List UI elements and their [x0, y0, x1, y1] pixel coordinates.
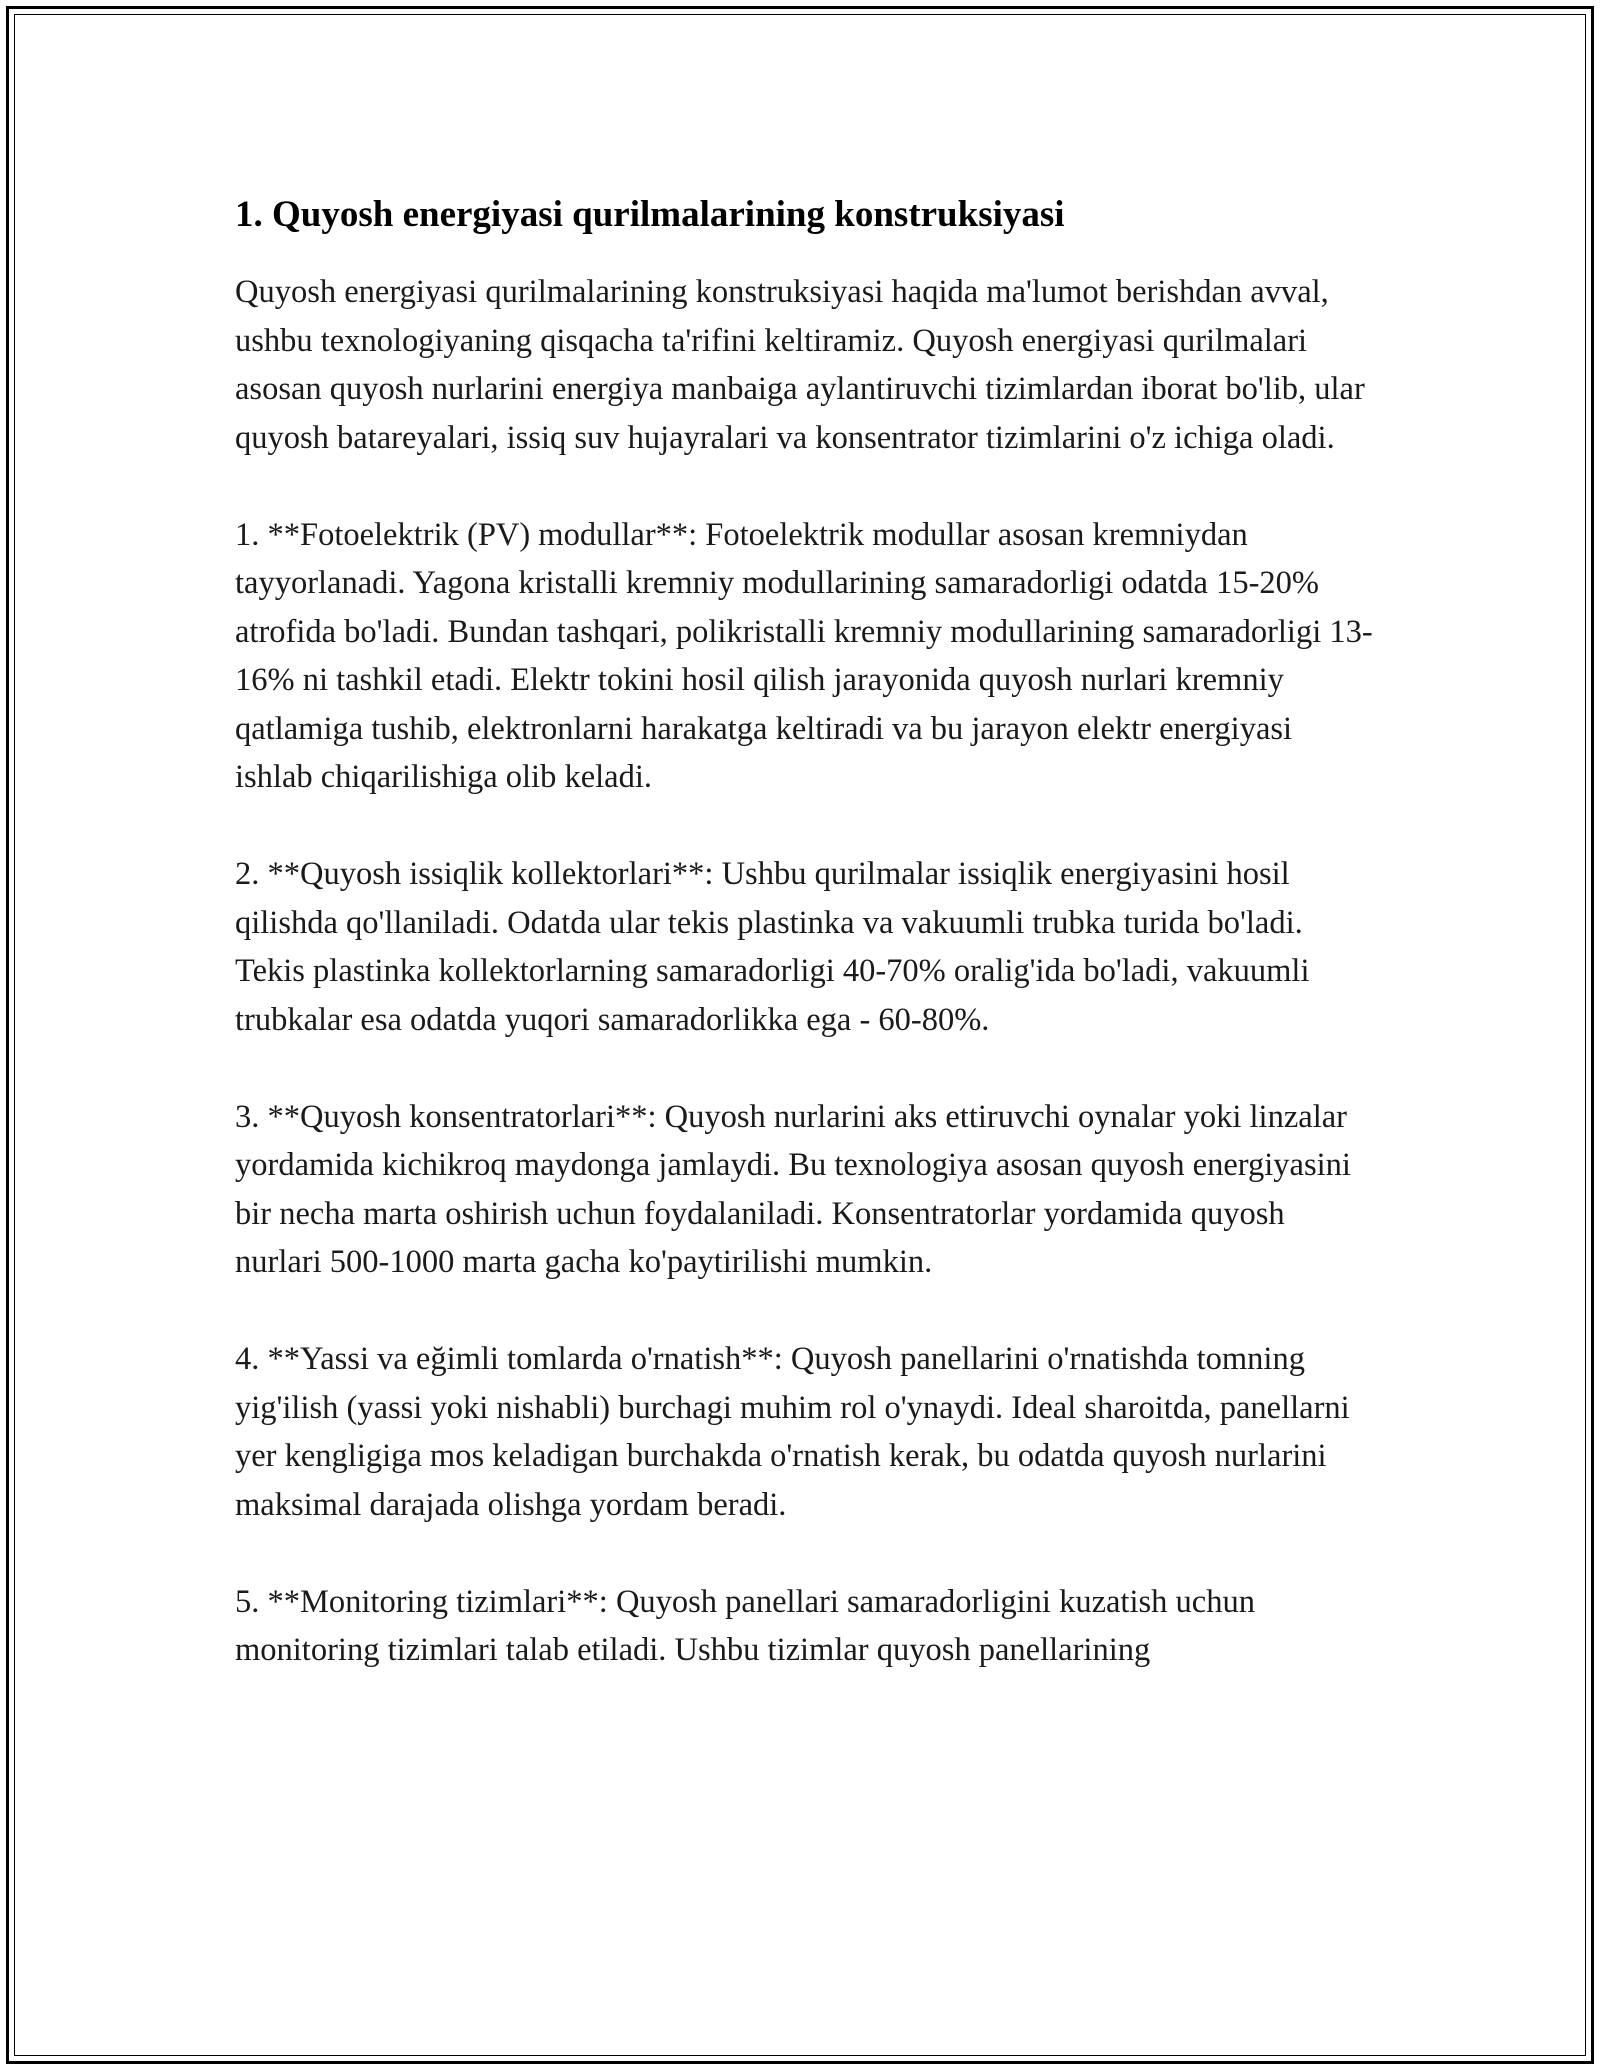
document-title: 1. Quyosh energiyasi qurilmalarining konstruksiyasi [235, 194, 1065, 235]
intro-paragraph: Quyosh energiyasi qurilmalarining konstruksiyasi haqida ma'lumot berishdan avval, ushbu texnologiyaning qisqacha ta'rifini keltiramiz. Quyosh energiyasi qurilmalari asosan quyosh nurlarini energiya manbaiga aylantiruvchi tizimlardan iborat bo'lib, ular quyosh batareyalari, issiq suv hujayralari va konsentrator tizimlarini o'z ichiga oladi. [235, 274, 1365, 456]
paragraph-thermal-collectors: 2. **Quyosh issiqlik kollektorlari**: Ushbu qurilmalar issiqlik energiyasini hosil qilishda qo'llaniladi. Odatda ular tekis plastinka va vakuumli trubka turida bo'ladi. Tekis plastinka kollektorlarning samaradorligi 40-70% oralig'ida bo'ladi, vakuumli trubkalar esa odatda yuqori samaradorlikka ega - 60-80%. [235, 856, 1310, 1038]
document-body [235, 188, 1375, 1675]
paragraph-pv-modules: 1. **Fotoelektrik (PV) modullar**: Fotoelektrik modullar asosan kremniydan tayyorlanadi. Yagona kristalli kremniy modullarining samaradorligi odatda 15-20% atrofida bo'ladi. Bundan tashqari, polikristalli kremniy modullarining samaradorligi 13-16% ni tashkil etadi. Elektr tokini hosil qilish jarayonida quyosh nurlari kremniy qatlamiga tushib, elektronlarni harakatga keltiradi va bu jarayon elektr energiyasi ishlab chiqarilishiga olib keladi. [235, 516, 1373, 795]
paragraph-monitoring: 5. **Monitoring tizimlari**: Quyosh panellari samaradorligini kuzatish uchun monitoring tizimlari talab etiladi. Ushbu tizimlar quyosh panellarining [235, 1583, 1255, 1668]
paragraph-concentrators: 3. **Quyosh konsentratorlari**: Quyosh nurlarini aks ettiruvchi oynalar yoki linzalar yordamida kichikroq maydonga jamlaydi. Bu texnologiya asosan quyosh energiyasini bir necha marta oshirish uchun foydalaniladi. Konsentratorlar yordamida quyosh nurlari 500-1000 marta gacha ko'paytirilishi mumkin. [235, 1098, 1351, 1280]
paragraph-roof-installation: 4. **Yassi va eğimli tomlarda o'rnatish**: Quyosh panellarini o'rnatishda tomning yig'ilish (yassi yoki nishabli) burchagi muhim rol o'ynaydi. Ideal sharoitda, panellarni yer kengligiga mos keladigan burchakda o'rnatish kerak, bu odatda quyosh nurlarini maksimal darajada olishga yordam beradi. [235, 1341, 1350, 1523]
